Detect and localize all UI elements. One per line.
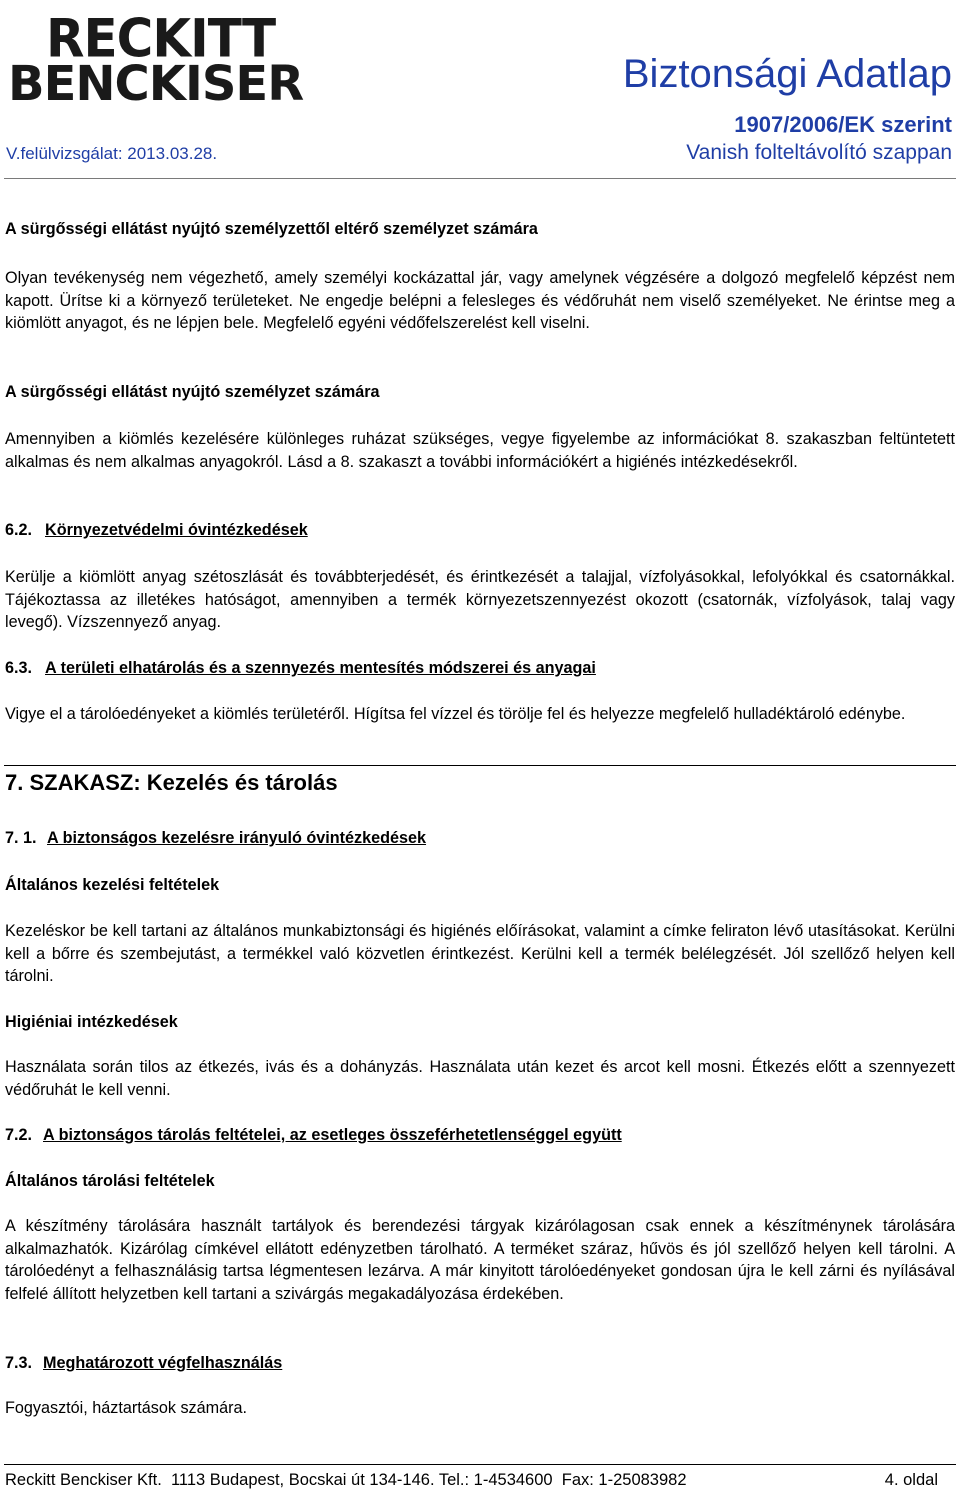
section-divider — [4, 765, 956, 766]
nonemergency-heading: A sürgősségi ellátást nyújtó személyzettől eltérő személyzet számára — [5, 220, 538, 238]
section-7-3-title: Meghatározott végfelhasználás — [43, 1354, 283, 1372]
nonemergency-text: Olyan tevékenység nem végezhető, amely személyi kockázattal jár, vagy amelynek végzésére a dolgozó megfelelő képzést nem kapott. Ürítse ki a környező területeket. Ne engedje belépni a felesleges és védőruhát nem viselő személyeket. Ne érintse meg a kiömlött anyagot, és ne lépjen bele. Megfelelő egyéni védőfelszerelést kell viselni. — [5, 269, 955, 332]
section-7-1-heading: 7. 1. A biztonságos kezelésre irányuló óvintézkedések — [5, 829, 427, 847]
document-title: Biztonsági Adatlap — [622, 52, 952, 96]
general-storage-text: A készítmény tárolására használt tartályok és berendezési tárgyak kizárólagosan csak ennek a készítménynek tárolására alkalmazhatók. Kizárólag címkével ellátott edényzetben tárolható. A terméket száraz, hűvös és jól szellőző helyen kell tárolni. A tárolóedényt a felhasználásig tartsa légmentesen lezárva. A már kinyitott tárolóedényeket gondosan újra le kell zárni és nyílásával felfelé állított helyzetben kell tartani a szivárgás megakadályozása érdekében. — [5, 1217, 955, 1303]
emergency-text: Amennyiben a kiömlés kezelésére különleges ruházat szükséges, vegye figyelembe az információkat 8. szakaszban feltüntetett alkalmas és nem alkalmas anyagokról. Lásd a 8. szakaszt a további információkért a higiénés intézkedésekről. — [5, 430, 955, 471]
logo-text-line1: RECKITT — [46, 8, 276, 69]
section-7-title: 7. SZAKASZ: Kezelés és tárolás — [5, 770, 338, 795]
section-7-3-text: Fogyasztói, háztartások számára. — [5, 1399, 248, 1417]
section-7-2-title: A biztonságos tárolás feltételei, az esetleges összeférhetetlenséggel együtt — [43, 1126, 622, 1144]
section-6-2-text: Kerülje a kiömlött anyag szétoszlását és továbbterjedését, és érintkezését a talajjal, vízfolyásokkal, lefolyókkal és csatornákkal. Tájékoztassa az illetékes hatóságot, amennyiben a termék környezetszennyezést okozott (csatornák, vízfolyások, talaj vagy levegő). Vízszennyező anyag. — [5, 568, 955, 631]
header-divider — [4, 178, 956, 179]
section-6-3-text: Vigye el a tárolóedényeket a kiömlés területéről. Hígítsa fel vízzel és törölje fel és helyezze megfelelő hulladéktároló edénybe. — [5, 705, 906, 723]
section-7-1-title: A biztonságos kezelésre irányuló óvintézkedések — [47, 829, 427, 847]
footer-company-info: Reckitt Benckiser Kft. 1113 Budapest, Bocskai út 134-146. Tel.: 1-4534600 Fax: 1-25083982 — [5, 1471, 687, 1489]
product-name: Vanish folteltávolító szappan — [686, 141, 952, 164]
hygiene-text: Használata során tilos az étkezés, ivás és a dohányzás. Használata után kezet és arcot kell mosni. Étkezés előtt a szennyezett védőruhát le kell venni. — [5, 1058, 955, 1099]
section-6-2-heading: 6.2. Környezetvédelmi óvintézkedések — [5, 521, 308, 539]
section-6-2-title: Környezetvédelmi óvintézkedések — [45, 521, 308, 539]
hygiene-heading: Higiéniai intézkedések — [5, 1013, 178, 1031]
section-7-2-heading: 7.2. A biztonságos tárolás feltételei, az esetleges összeférhetetlenséggel együtt — [5, 1126, 622, 1144]
section-6-3-title: A területi elhatárolás és a szennyezés mentesítés módszerei és anyagai — [45, 659, 596, 677]
company-logo — [8, 8, 304, 112]
logo-text-line2: BENCKISER — [8, 56, 304, 112]
revision-date: V.felülvizsgálat: 2013.03.28. — [6, 144, 218, 163]
regulation-reference: 1907/2006/EK szerint — [734, 112, 952, 137]
page-number: 4. oldal — [884, 1471, 938, 1489]
general-handling-heading: Általános kezelési feltételek — [5, 876, 220, 894]
section-7-3-heading: 7.3. Meghatározott végfelhasználás — [5, 1354, 283, 1372]
general-storage-heading: Általános tárolási feltételek — [5, 1172, 215, 1190]
emergency-heading: A sürgősségi ellátást nyújtó személyzet számára — [5, 383, 380, 401]
section-6-3-heading: 6.3. A területi elhatárolás és a szennyezés mentesítés módszerei és anyagai — [5, 659, 596, 677]
general-handling-text: Kezeléskor be kell tartani az általános munkabiztonsági és higiénés előírásokat, valamint a címke feliraton lévő utasításokat. Kerülni kell a bőrre és szembejutást, a termékkel való közvetlen érintkezést. Kerülni kell a termék belélegzését. Jól szellőző helyen kell tárolni. — [5, 922, 955, 985]
footer-divider — [4, 1464, 956, 1465]
